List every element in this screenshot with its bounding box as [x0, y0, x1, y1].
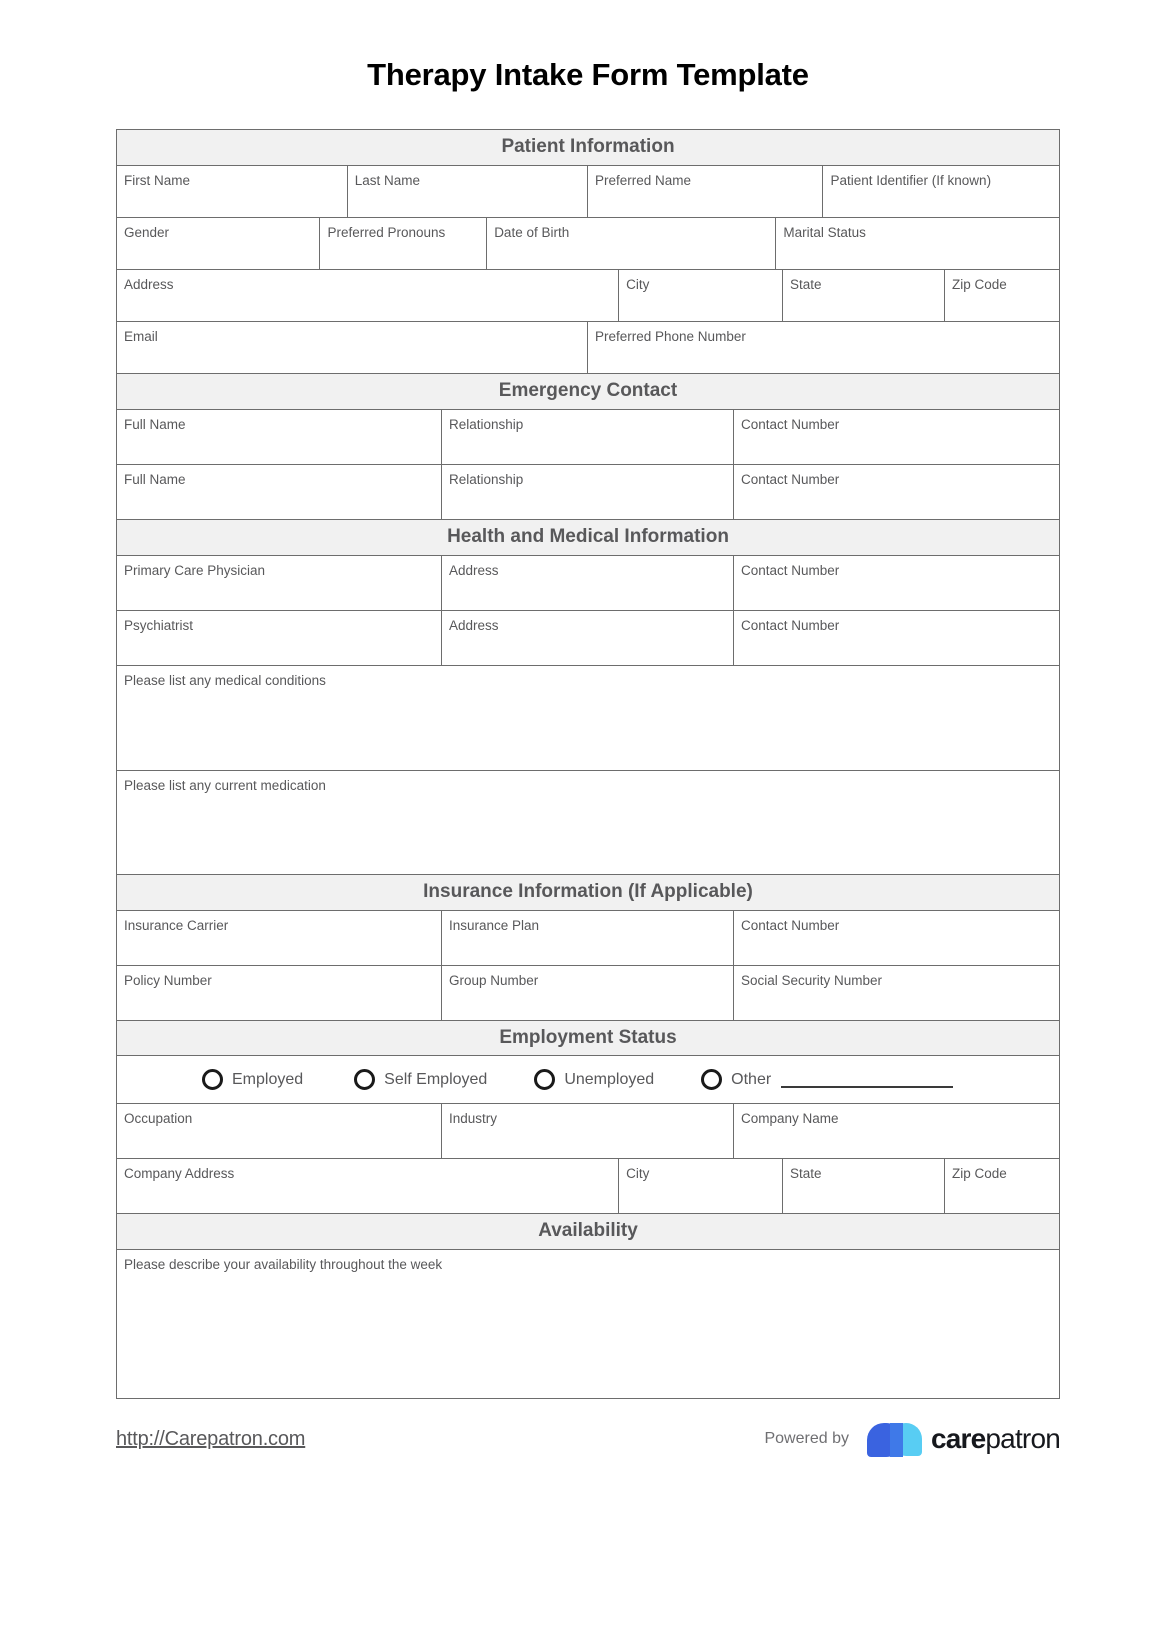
- field-social-security-number[interactable]: [734, 966, 1059, 1020]
- field-psychiatrist[interactable]: [117, 611, 442, 665]
- field-label: Contact Number: [741, 917, 840, 933]
- field-insurance-carrier[interactable]: [117, 911, 442, 965]
- field-patient-identifier[interactable]: [823, 166, 1059, 217]
- table-row: [117, 1104, 1059, 1159]
- field-label: Zip Code: [952, 277, 1007, 293]
- field-label: Primary Care Physician: [124, 562, 266, 578]
- table-row: [117, 1159, 1059, 1213]
- field-label: Company Name: [741, 1111, 839, 1127]
- powered-by-label: Powered by: [764, 1430, 849, 1448]
- field-industry[interactable]: [442, 1104, 734, 1158]
- radio-label: Self Employed: [384, 1070, 488, 1088]
- field-preferred-name[interactable]: [588, 166, 824, 217]
- field-label: Please list any medical conditions: [124, 672, 326, 688]
- field-email[interactable]: [117, 322, 588, 373]
- table-row: [117, 771, 1059, 874]
- field-label: Address: [448, 562, 499, 578]
- field-occupation[interactable]: [117, 1104, 442, 1158]
- field-label: Preferred Pronouns: [327, 225, 446, 241]
- field-label: First Name: [124, 173, 191, 189]
- field-zip-code[interactable]: [945, 270, 1059, 321]
- radio-option-self-employed[interactable]: [354, 1069, 487, 1090]
- field-company-state[interactable]: [783, 1159, 945, 1213]
- field-company-address[interactable]: [117, 1159, 619, 1213]
- radio-label: Other: [731, 1070, 772, 1088]
- field-label: Relationship: [448, 416, 524, 432]
- field-insurance-contact-number[interactable]: [734, 911, 1059, 965]
- field-label: Address: [124, 277, 174, 293]
- field-label: State: [789, 1166, 822, 1182]
- field-address[interactable]: [117, 270, 619, 321]
- field-label: Occupation: [124, 1111, 193, 1127]
- radio-label: Unemployed: [564, 1070, 655, 1088]
- carepatron-wordmark: [931, 1425, 1060, 1453]
- field-label: Contact Number: [741, 471, 840, 487]
- wordmark-patron: patron: [985, 1423, 1060, 1455]
- field-emergency-1-relationship[interactable]: [442, 410, 734, 464]
- powered-by-block: [764, 1421, 1060, 1457]
- field-label: Please describe your availability throughout the week: [124, 1257, 443, 1273]
- table-row: [117, 322, 1059, 373]
- section-header-health-and-medical-information: Health and Medical Information: [117, 519, 1059, 556]
- table-row: [117, 966, 1059, 1020]
- field-label: Zip Code: [952, 1166, 1007, 1182]
- field-emergency-2-contact-number[interactable]: [734, 465, 1059, 519]
- field-availability-description[interactable]: [117, 1250, 1059, 1398]
- section-header-patient-information: Patient Information: [117, 130, 1059, 166]
- field-label: Date of Birth: [494, 225, 570, 241]
- field-company-zip-code[interactable]: [945, 1159, 1059, 1213]
- section-header-emergency-contact: Emergency Contact: [117, 373, 1059, 410]
- radio-circle-icon[interactable]: [354, 1069, 375, 1090]
- field-label: Group Number: [448, 972, 539, 988]
- field-label: Insurance Plan: [448, 917, 540, 933]
- table-row: [117, 410, 1059, 465]
- field-date-of-birth[interactable]: [487, 218, 776, 269]
- field-policy-number[interactable]: [117, 966, 442, 1020]
- field-label: Contact Number: [741, 617, 840, 633]
- logo-shape-overlap: [890, 1423, 903, 1457]
- field-last-name[interactable]: [348, 166, 588, 217]
- field-current-medication[interactable]: [117, 771, 1059, 874]
- radio-circle-icon[interactable]: [202, 1069, 223, 1090]
- field-label: City: [626, 277, 650, 293]
- field-label: Full Name: [124, 416, 186, 432]
- field-label: Contact Number: [741, 562, 840, 578]
- radio-option-employed[interactable]: [202, 1069, 303, 1090]
- field-label: Contact Number: [741, 416, 840, 432]
- section-header-employment-status: Employment Status: [117, 1020, 1059, 1057]
- field-company-city[interactable]: [619, 1159, 783, 1213]
- field-first-name[interactable]: [117, 166, 348, 217]
- field-label: Preferred Name: [594, 173, 692, 189]
- table-row: [117, 218, 1059, 270]
- field-label: Social Security Number: [741, 972, 883, 988]
- field-label: Industry: [448, 1111, 498, 1127]
- field-company-name[interactable]: [734, 1104, 1059, 1158]
- field-marital-status[interactable]: [776, 218, 1059, 269]
- field-label: Psychiatrist: [124, 617, 194, 633]
- carepatron-logo-icon: [866, 1421, 924, 1457]
- carepatron-url-link[interactable]: http://Carepatron.com: [116, 1427, 306, 1450]
- field-city[interactable]: [619, 270, 783, 321]
- table-row: [117, 1250, 1059, 1398]
- table-row: [117, 611, 1059, 666]
- field-label: City: [626, 1166, 650, 1182]
- field-emergency-1-contact-number[interactable]: [734, 410, 1059, 464]
- field-label: Last Name: [354, 173, 421, 189]
- table-row: [117, 270, 1059, 322]
- table-row: [117, 166, 1059, 218]
- field-primary-care-physician[interactable]: [117, 556, 442, 610]
- field-emergency-2-relationship[interactable]: [442, 465, 734, 519]
- field-label: Insurance Carrier: [124, 917, 229, 933]
- field-label: Policy Number: [124, 972, 212, 988]
- field-label: State: [789, 277, 822, 293]
- field-psychiatrist-contact-number[interactable]: [734, 611, 1059, 665]
- field-state[interactable]: [783, 270, 945, 321]
- field-primary-care-physician-contact-number[interactable]: [734, 556, 1059, 610]
- field-gender[interactable]: [117, 218, 320, 269]
- table-row: [117, 465, 1059, 519]
- field-label: Please list any current medication: [124, 777, 326, 793]
- field-emergency-2-full-name[interactable]: [117, 465, 442, 519]
- section-header-insurance-information: Insurance Information (If Applicable): [117, 874, 1059, 911]
- field-label: Full Name: [124, 471, 186, 487]
- table-row: [117, 666, 1059, 771]
- field-label: Preferred Phone Number: [595, 329, 746, 345]
- field-label: Company Address: [124, 1166, 235, 1182]
- page-footer: [116, 1421, 1060, 1457]
- field-label: Address: [448, 617, 499, 633]
- field-preferred-pronouns[interactable]: [320, 218, 487, 269]
- field-preferred-phone-number[interactable]: [588, 322, 1059, 373]
- wordmark-care: care: [930, 1423, 986, 1455]
- field-psychiatrist-address[interactable]: [442, 611, 734, 665]
- radio-option-unemployed[interactable]: [534, 1069, 654, 1090]
- field-label: Gender: [124, 225, 170, 241]
- radio-circle-icon[interactable]: [534, 1069, 555, 1090]
- field-group-number[interactable]: [442, 966, 734, 1020]
- radio-label: Employed: [232, 1070, 304, 1088]
- section-header-availability: Availability: [117, 1213, 1059, 1250]
- intake-form-table: [116, 129, 1060, 1399]
- field-label: Marital Status: [783, 225, 866, 241]
- page-title: Therapy Intake Form Template: [367, 57, 809, 92]
- radio-circle-icon[interactable]: [701, 1069, 722, 1090]
- field-insurance-plan[interactable]: [442, 911, 734, 965]
- field-primary-care-physician-address[interactable]: [442, 556, 734, 610]
- table-row: [117, 556, 1059, 611]
- radio-option-other[interactable]: [701, 1069, 953, 1090]
- employment-status-radio-group: [117, 1056, 1059, 1104]
- field-label: Relationship: [448, 471, 524, 487]
- table-row: [117, 911, 1059, 966]
- field-label: Email: [124, 329, 158, 345]
- field-emergency-1-full-name[interactable]: [117, 410, 442, 464]
- field-medical-conditions[interactable]: [117, 666, 1059, 770]
- other-write-in-input[interactable]: [781, 1072, 953, 1088]
- field-label: Patient Identifier (If known): [830, 173, 992, 189]
